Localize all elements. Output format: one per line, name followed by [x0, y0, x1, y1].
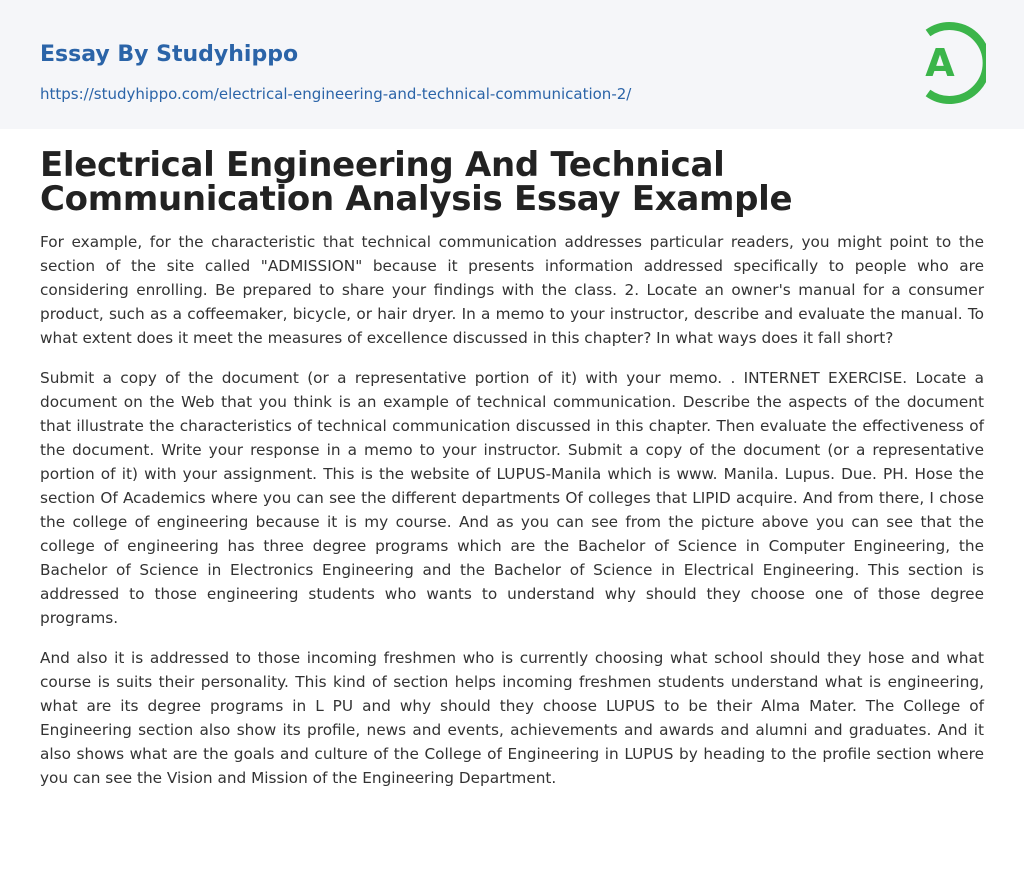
article-paragraph: For example, for the characteristic that technical communication addresses particular readers, you might point to the section of the site called "ADMISSION" because it presents information addressed specifically to people who are considering enrolling. Be prepared to share your findings with the class. 2. Locate an owner's manual for a consumer product, such as a coffeemaker, bicycle, or hair dryer. In a memo to your instructor, describe and evaluate the manual. To what extent does it meet the measures of excellence discussed in this chapter? In what ways does it fall short?: [40, 233, 984, 347]
article: [40, 145, 984, 790]
logo-letter: A: [925, 41, 955, 85]
site-brand[interactable]: Essay By Studyhippo: [40, 42, 299, 67]
article-paragraph: Submit a copy of the document (or a representative portion of it) with your memo. . INTERNET EXERCISE. Locate a document on the Web that you think is an example of technical communication. Describe the aspects of the document that illustrate the characteristics of technical communication discussed in this chapter. Then evaluate the effectiveness of the document. Write your response in a memo to your instructor. Submit a copy of the document (or a representative portion of it) with your assignment. This is the website of LUPUS-Manila which is www. Manila. Lupus. Due. PH. Hose the section Of Academics where you can see the different departments Of colleges that LIPID acquire. And from there, I chose the college of engineering because it is my course. And as you can see from the picture above you can see that the college of engineering has three degree programs which are the Bachelor of Science in Computer Engineering, the Bachelor of Science in Electronics Engineering and the Bachelor of Science in Electrical Engineering. This section is addressed to those engineering students who wants to understand why should they choose one of those degree programs.: [40, 369, 984, 627]
article-paragraph: And also it is addressed to those incoming freshmen who is currently choosing what school should they hose and what course is suits their personality. This kind of section helps incoming freshmen students understand what is engineering, what are its degree programs in L PU and why should they choose LUPUS to be their Alma Mater. The College of Engineering section also show its profile, news and events, achievements and awards and alumni and graduates. And it also shows what are the goals and culture of the College of Engineering in LUPUS by heading to the profile section where you can see the Vision and Mission of the Engineering Department.: [40, 649, 984, 787]
source-url-link[interactable]: https://studyhippo.com/electrical-engineering-and-technical-communication-2/: [40, 85, 632, 103]
page-header: [0, 0, 1024, 129]
article-title: Electrical Engineering And Technical Communication Analysis Essay Example: [40, 145, 793, 219]
logo-ring-icon: [912, 20, 986, 106]
site-logo[interactable]: [912, 20, 986, 106]
